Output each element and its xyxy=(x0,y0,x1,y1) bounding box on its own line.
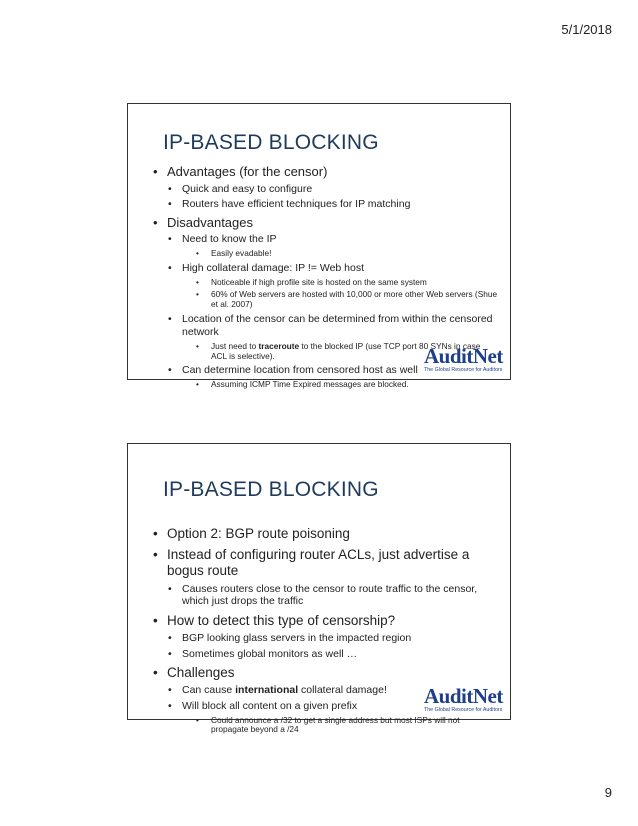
slide-title: IP-BASED BLOCKING xyxy=(163,131,379,154)
bullet-text: Easily evadable! xyxy=(211,247,272,258)
logo-tagline: The Global Resource for Auditors xyxy=(424,367,503,373)
bullet-level-1 xyxy=(152,613,498,629)
bullet-level-2 xyxy=(152,632,498,645)
bullet-text: BGP looking glass servers in the impacted region xyxy=(182,631,412,644)
bullet-level-1 xyxy=(152,547,498,579)
bullet-text: Causes routers close to the censor to route traffic to the censor, which just drops the traffic xyxy=(182,582,478,608)
bullet-level-3 xyxy=(152,290,498,310)
logo-wordmark: AuditNet xyxy=(424,344,503,368)
bullet-text: Could announce a /32 to get a single address but most ISPs will not propagate beyond a /24 xyxy=(211,714,460,735)
bullet-level-1 xyxy=(152,164,498,180)
bullet-text: Can cause xyxy=(182,684,236,697)
bullet-level-2 xyxy=(152,233,498,246)
bullet-level-3 xyxy=(152,716,498,736)
logo-tagline: The Global Resource for Auditors xyxy=(424,707,503,713)
slide-title: IP-BASED BLOCKING xyxy=(163,478,379,501)
logo-wordmark: AuditNet xyxy=(424,684,503,708)
bullet-level-2 xyxy=(152,648,498,661)
bullet-level-2 xyxy=(152,198,498,211)
bullet-text: Location of the censor can be determined from within the censored network xyxy=(182,313,493,338)
bullet-text: Quick and easy to configure xyxy=(182,182,313,195)
bullet-text: to the blocked IP (use TCP port 80 SYNs in case ACL is selective). xyxy=(211,340,481,361)
bullet-level-2 xyxy=(152,313,498,338)
bullet-text: Sometimes global monitors as well … xyxy=(182,647,358,660)
slide-1 xyxy=(127,103,511,390)
bullet-level-2 xyxy=(152,262,498,275)
bullet-emphasis: international xyxy=(235,684,299,697)
bullet-text: High collateral damage: IP != Web host xyxy=(182,261,365,274)
bullet-text: collateral damage! xyxy=(298,684,387,697)
page-number: 9 xyxy=(604,785,612,800)
bullet-level-2 xyxy=(152,183,498,196)
auditnet-logo xyxy=(424,685,502,713)
bullet-level-3 xyxy=(152,380,498,390)
bullet-level-2 xyxy=(152,583,498,608)
bullet-text: Need to know the IP xyxy=(182,233,277,246)
bullet-level-3 xyxy=(152,249,498,259)
bullet-text: Can determine location from censored host as well xyxy=(182,364,418,377)
bullet-level-1 xyxy=(152,215,498,231)
bullet-text: Assuming ICMP Time Expired messages are blocked. xyxy=(211,379,409,390)
bullet-text: 60% of Web servers are hosted with 10,000 or more other Web servers (Shue et al. 2007) xyxy=(211,289,498,310)
bullet-text: Disadvantages xyxy=(167,214,253,230)
bullet-level-1 xyxy=(152,665,498,681)
bullet-level-3 xyxy=(152,278,498,288)
bullet-text: Instead of configuring router ACLs, just advertise a bogus route xyxy=(167,547,470,579)
bullet-text: How to detect this type of censorship? xyxy=(167,612,396,628)
bullet-text: Challenges xyxy=(167,665,235,681)
bullet-text: Advantages (for the censor) xyxy=(167,164,328,179)
bullet-level-1 xyxy=(152,526,498,542)
bullet-text: Option 2: BGP route poisoning xyxy=(167,526,350,541)
bullet-text: Just need to xyxy=(211,340,259,351)
bullet-text: Routers have efficient techniques for IP matching xyxy=(182,198,411,211)
slide-2 xyxy=(127,443,511,735)
bullet-text: Will block all content on a given prefix xyxy=(182,699,358,712)
page-date: 5/1/2018 xyxy=(561,22,612,37)
auditnet-logo xyxy=(424,345,502,373)
bullet-emphasis: traceroute xyxy=(258,340,300,351)
bullet-text: Noticeable if high profile site is hosted on the same system xyxy=(211,276,427,287)
